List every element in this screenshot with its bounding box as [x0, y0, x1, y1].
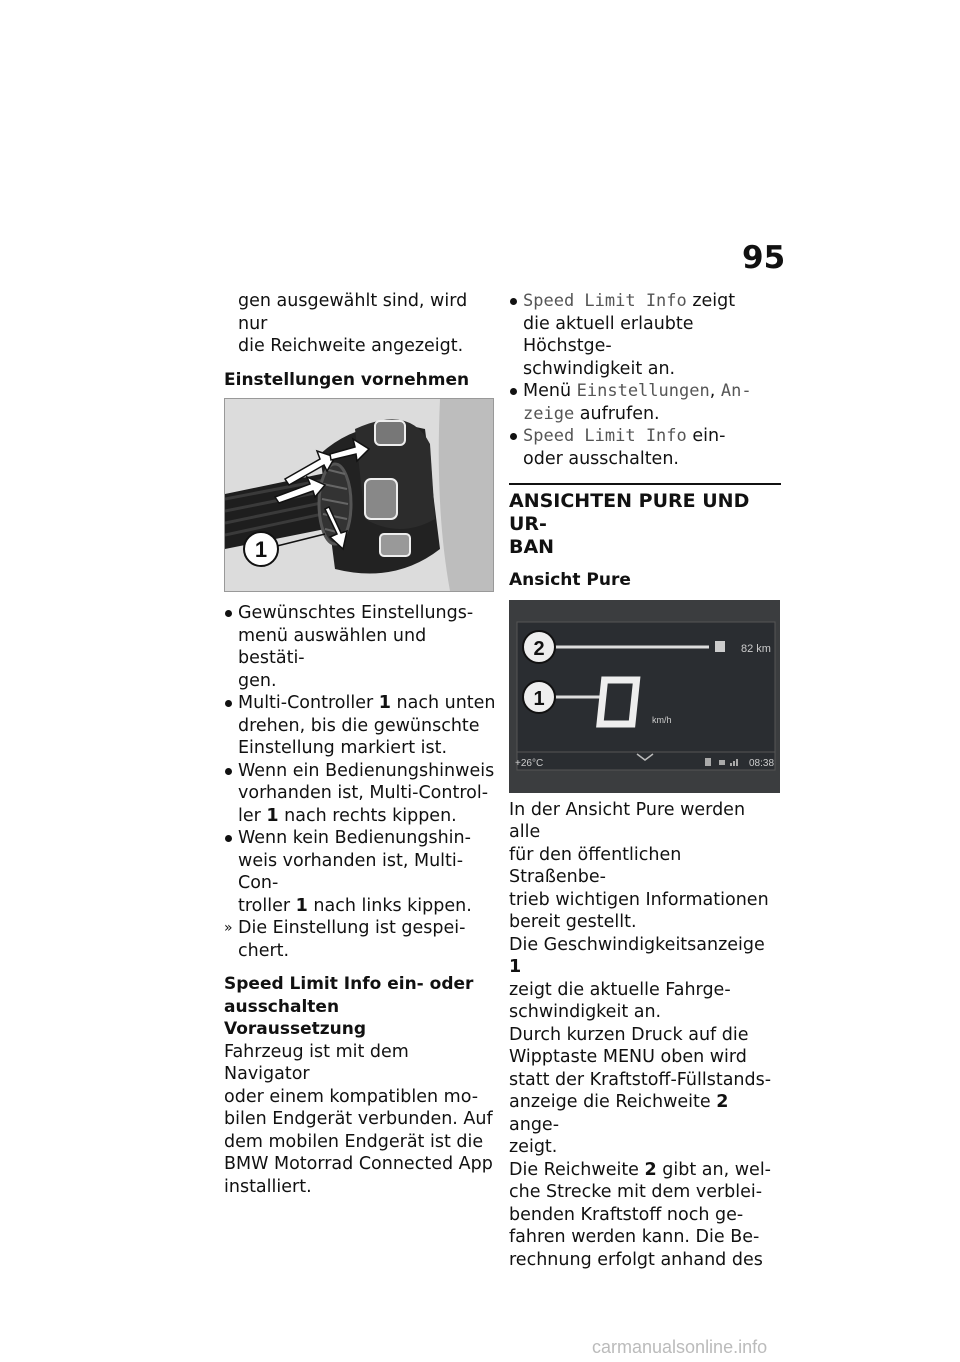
- callout-2-label: 2: [533, 637, 545, 660]
- continued-text: gen ausgewählt sind, wird nur die Reichweite angezeigt.: [238, 291, 468, 356]
- fuel-icon: [715, 641, 725, 652]
- list-item: Menü Einstellungen, An- zeige aufrufen.: [509, 380, 781, 425]
- battery-icon: [719, 760, 725, 765]
- figure-tft-display: [509, 600, 780, 793]
- right-column: [509, 290, 781, 1271]
- paragraph-speed: Die Geschwindigkeitsanzeige 1 zeigt die aktuelle Fahrge- schwindigkeit an.: [509, 934, 765, 1022]
- paragraph-range: Die Reichweite 2 gibt an, wel- che Strecke mit dem verblei- benden Kraftstoff noch ge- fahren werden kann. Die Be- rechnung erfolgt anhand des: [509, 1159, 771, 1270]
- list-item: Speed Limit Info ein- oder ausschalten.: [509, 425, 781, 470]
- left-column: [224, 290, 496, 1198]
- heading-speed-limit: Speed Limit Info ein- oder ausschalten: [224, 974, 474, 1017]
- phone-icon: [705, 758, 711, 766]
- list-item: Wenn kein Bedienungshin- weis vorhanden ist, Multi-Con- troller 1 nach links kippen.: [224, 827, 496, 917]
- paragraph-voraussetzung: Fahrzeug ist mit dem Navigator oder einem kompatiblen mo- bilen Endgerät verbunden. Auf dem mobilen Endgerät ist die BMW Motorrad Connected App installiert.: [224, 1041, 493, 1197]
- list-item: Speed Limit Info zeigt die aktuell erlaubte Höchstge- schwindigkeit an.: [509, 290, 781, 380]
- figure-multicontroller: [224, 398, 494, 592]
- handlebar-switch-illustration: [225, 399, 493, 591]
- heading-ansicht-pure: Ansicht Pure: [509, 570, 631, 590]
- callout-1-label: 1: [533, 687, 545, 710]
- heading-einstellungen: Einstellungen vornehmen: [224, 369, 470, 390]
- paragraph-pure: In der Ansicht Pure werden alle für den öffentlichen Straßenbe- trieb wichtigen Informationen bereit gestellt.: [509, 799, 769, 932]
- paragraph-menu: Durch kurzen Druck auf die Wipptaste MENU oben wird statt der Kraftstoff-Füllstands- anzeige die Reichweite 2 ange- zeigt.: [509, 1024, 772, 1157]
- speed-unit: km/h: [652, 714, 672, 725]
- section-title: ANSICHTEN PURE UND UR- BAN: [509, 483, 781, 559]
- list-item: Multi-Controller 1 nach unten drehen, bis die gewünschte Einstellung markiert ist.: [224, 692, 496, 760]
- page-number: 95: [742, 240, 786, 276]
- heading-voraussetzung: Voraussetzung: [224, 1019, 367, 1039]
- list-item: Gewünschtes Einstellungs- menü auswählen und bestäti- gen.: [224, 602, 496, 692]
- footer-watermark: carmanualsonline.info: [592, 1337, 768, 1357]
- result-item: » Die Einstellung ist gespei- chert.: [224, 917, 496, 962]
- temperature: +26°C: [515, 757, 544, 769]
- clock: 08:38: [749, 757, 775, 769]
- list-item: Wenn ein Bedienungshinweis vorhanden ist, Multi-Control- ler 1 nach rechts kippen.: [224, 760, 496, 828]
- display-illustration: [509, 600, 780, 793]
- range-value: 82 km: [741, 642, 771, 655]
- callout-1-label: 1: [254, 537, 268, 562]
